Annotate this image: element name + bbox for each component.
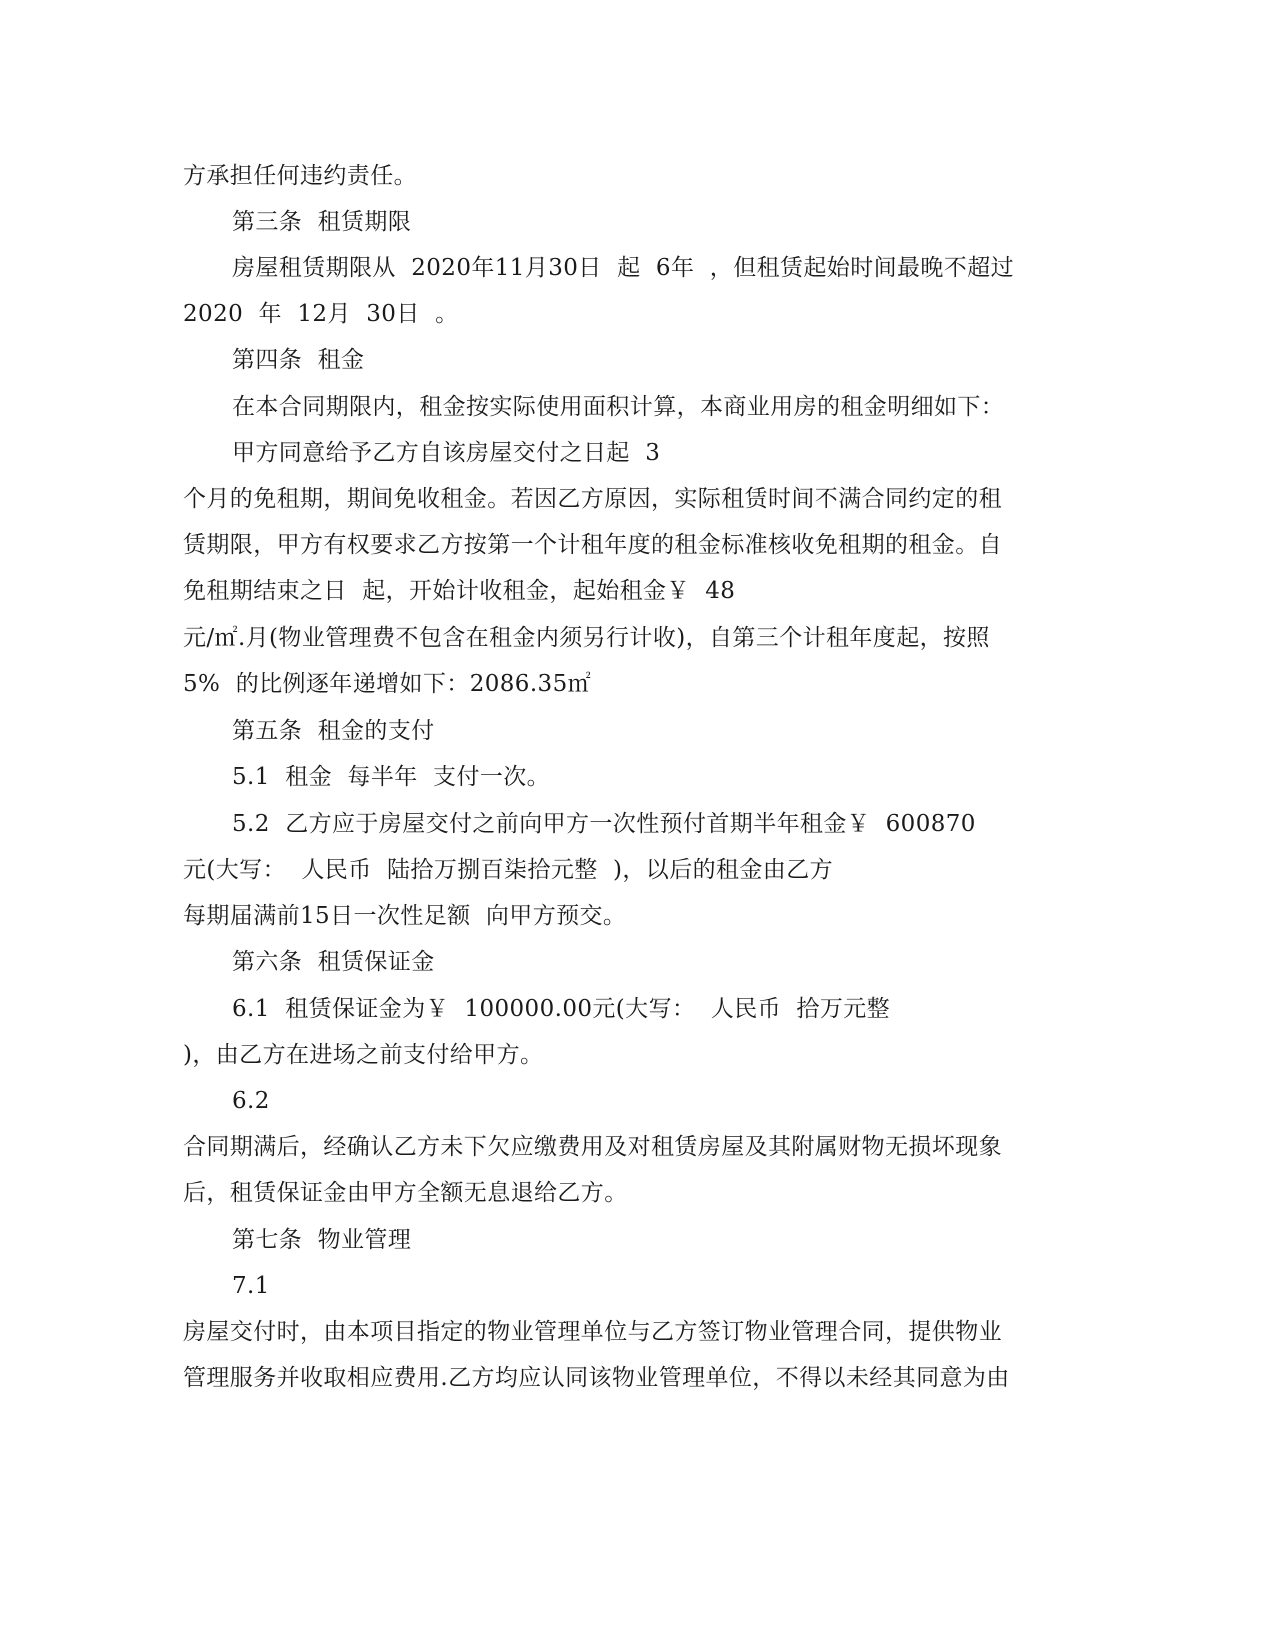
text-line: 元(大写： 人民币 陆拾万捌百柒拾元整 )，以后的租金由乙方	[183, 857, 834, 883]
text-line: 7.1	[232, 1273, 270, 1299]
text-line: 后，租赁保证金由甲方全额无息退给乙方。	[183, 1180, 628, 1206]
text-line: 方承担任何违约责任。	[183, 163, 417, 189]
text-line: 5.1 租金 每半年 支付一次。	[232, 764, 551, 790]
section-heading: 第三条 租赁期限	[232, 209, 412, 235]
text-line: 5% 的比例逐年递增如下：2086.35㎡	[183, 671, 592, 697]
text-line: 房屋交付时，由本项目指定的物业管理单位与乙方签订物业管理合同，提供物业	[183, 1319, 1002, 1345]
text-line: 免租期结束之日 起，开始计收租金，起始租金￥ 48	[183, 578, 736, 604]
text-line: 管理服务并收取相应费用.乙方均应认同该物业管理单位，不得以未经其同意为由	[183, 1365, 1010, 1391]
text-line: 元/㎡.月(物业管理费不包含在租金内须另行计收)，自第三个计租年度起，按照	[183, 625, 990, 651]
text-line: 合同期满后，经确认乙方未下欠应缴费用及对租赁房屋及其附属财物无损坏现象	[183, 1134, 1002, 1160]
section-heading: 第六条 租赁保证金	[232, 949, 435, 975]
text-line: 6.1 租赁保证金为￥ 100000.00元(大写： 人民币 拾万元整	[232, 996, 891, 1022]
section-heading: 第四条 租金	[232, 347, 365, 373]
text-line: 在本合同期限内，租金按实际使用面积计算，本商业用房的租金明细如下：	[232, 394, 1005, 420]
text-line: 6.2	[232, 1088, 270, 1114]
text-line: )，由乙方在进场之前支付给甲方。	[183, 1042, 544, 1068]
text-line: 每期届满前15日一次性足额 向甲方预交。	[183, 903, 627, 929]
text-line: 甲方同意给予乙方自该房屋交付之日起 3	[232, 440, 661, 466]
section-heading: 第五条 租金的支付	[232, 718, 435, 744]
text-line: 房屋租赁期限从 2020年11月30日 起 6年 ，但租赁起始时间最晚不超过	[232, 255, 1014, 281]
text-line: 赁期限，甲方有权要求乙方按第一个计租年度的租金标准核收免租期的租金。自	[183, 532, 1002, 558]
section-heading: 第七条 物业管理	[232, 1227, 412, 1253]
text-line: 5.2 乙方应于房屋交付之前向甲方一次性预付首期半年租金￥ 600870	[232, 811, 976, 837]
text-line: 2020 年 12月 30日 。	[183, 301, 459, 327]
text-line: 个月的免租期，期间免收租金。若因乙方原因，实际租赁时间不满合同约定的租	[183, 486, 1002, 512]
